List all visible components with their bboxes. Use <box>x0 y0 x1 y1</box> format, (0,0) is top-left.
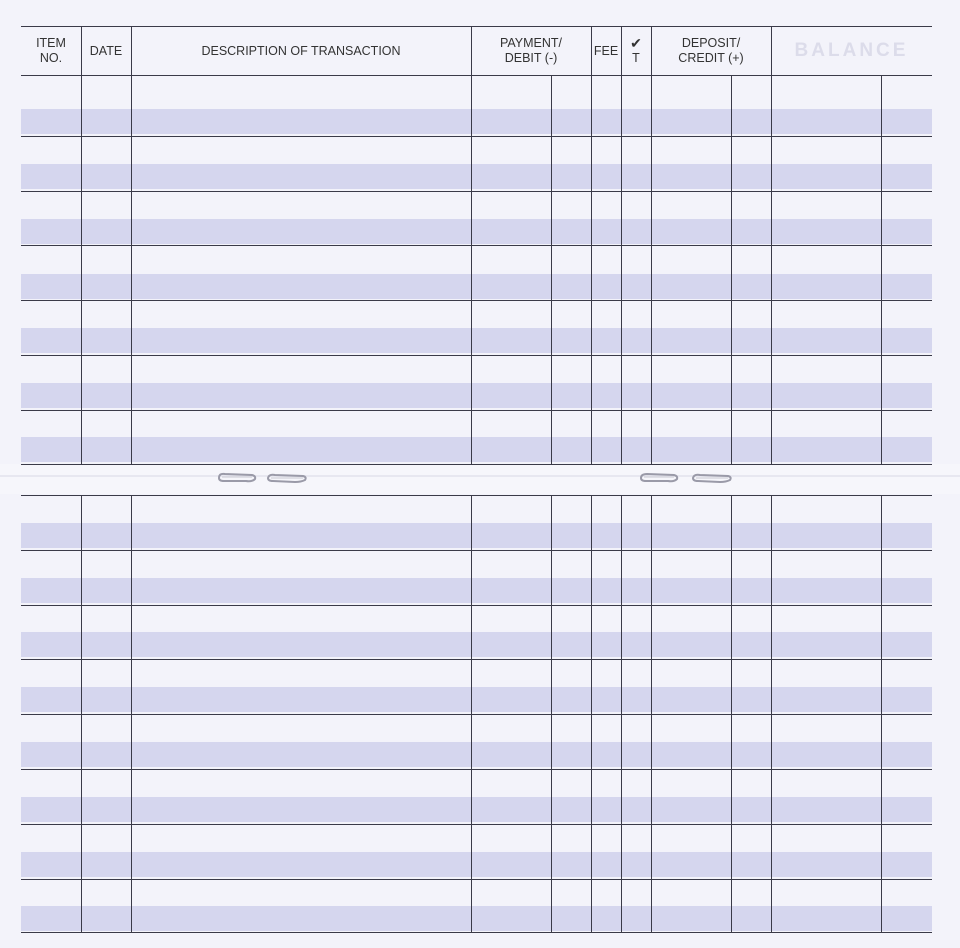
row-band <box>21 437 932 462</box>
row-band <box>21 383 932 408</box>
row-rule <box>21 136 932 137</box>
fold-crease <box>0 475 960 477</box>
row-band <box>21 328 932 353</box>
row-band <box>21 578 932 603</box>
column-rule <box>81 75 82 464</box>
row-band <box>21 687 932 712</box>
row-rule <box>21 75 932 76</box>
column-rule <box>551 75 552 464</box>
row-rule <box>21 495 932 496</box>
staple-icon <box>638 471 680 485</box>
binding-fold <box>0 464 960 494</box>
row-rule <box>21 879 932 880</box>
row-rule <box>21 410 932 411</box>
row-rule <box>21 191 932 192</box>
column-rule <box>771 495 772 932</box>
row-rule <box>21 355 932 356</box>
row-band <box>21 109 932 134</box>
column-rule <box>131 495 132 932</box>
column-rule <box>131 75 132 464</box>
row-rule <box>21 824 932 825</box>
row-rule <box>21 714 932 715</box>
column-rule <box>591 75 592 464</box>
row-band <box>21 742 932 767</box>
column-rule <box>471 75 472 464</box>
header-item-no: ITEM NO. <box>36 36 66 65</box>
row-band <box>21 852 932 877</box>
row-band <box>21 632 932 657</box>
column-rule <box>591 495 592 932</box>
row-band <box>21 164 932 189</box>
header-check-t: ✔ T <box>630 35 642 65</box>
row-band <box>21 523 932 548</box>
header-deposit-credit: DEPOSIT/ CREDIT (+) <box>678 36 744 65</box>
staple-icon <box>216 471 258 485</box>
row-rule <box>21 605 932 606</box>
row-rule <box>21 245 932 246</box>
row-rule <box>21 464 932 465</box>
column-rule <box>621 75 622 464</box>
staple-icon <box>690 471 734 485</box>
row-rule <box>21 300 932 301</box>
column-rule <box>81 495 82 932</box>
header-description: DESCRIPTION OF TRANSACTION <box>201 43 401 58</box>
header-payment-debit: PAYMENT/ DEBIT (-) <box>499 36 563 65</box>
column-rule <box>471 495 472 932</box>
row-band <box>21 797 932 822</box>
column-rule <box>731 75 732 464</box>
row-rule <box>21 932 932 933</box>
header-balance: BALANCE <box>794 40 909 61</box>
column-rule <box>651 495 652 932</box>
header-date: DATE <box>89 43 123 58</box>
column-rule <box>651 75 652 464</box>
row-rule <box>21 550 932 551</box>
row-rule <box>21 659 932 660</box>
row-rule <box>21 769 932 770</box>
row-band <box>21 906 932 931</box>
staple-icon <box>265 471 309 485</box>
column-rule <box>551 495 552 932</box>
row-band <box>21 274 932 299</box>
header-fee: FEE <box>593 43 619 58</box>
column-rule <box>881 495 882 932</box>
row-band <box>21 219 932 244</box>
column-rule <box>621 495 622 932</box>
column-rule <box>771 75 772 464</box>
check-mark-icon: ✔ <box>630 35 642 51</box>
column-rule <box>881 75 882 464</box>
column-rule <box>731 495 732 932</box>
